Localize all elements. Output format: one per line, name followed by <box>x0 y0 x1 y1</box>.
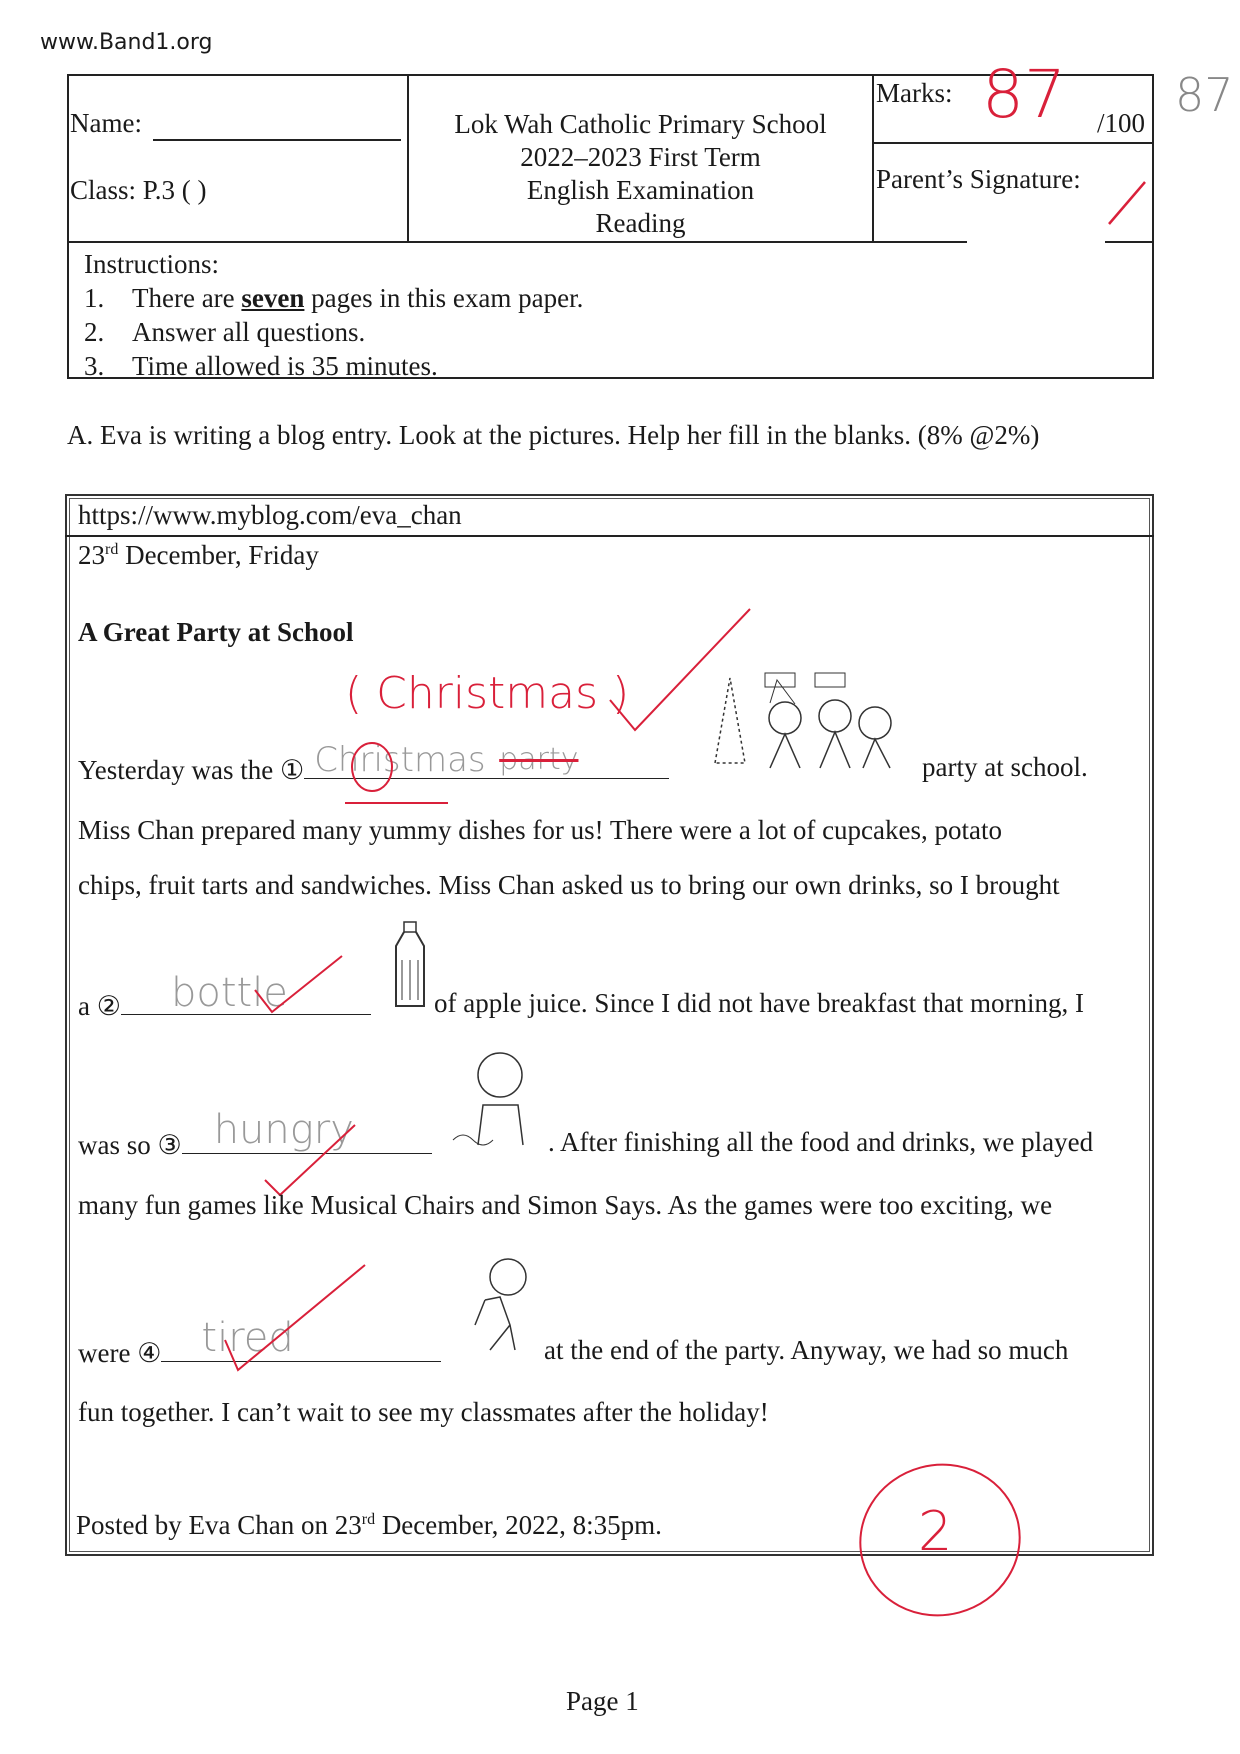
paper-name: Reading <box>595 208 686 238</box>
instruction-3: 3. Time allowed is 35 minutes. <box>84 351 438 381</box>
answer-2[interactable]: bottle <box>170 970 288 1016</box>
tired-boy-picture <box>460 1255 540 1355</box>
instruction-2: 2. Answer all questions. <box>84 317 366 347</box>
tick-mark-4 <box>220 1260 370 1380</box>
watermark: www.Band1.org <box>40 30 213 55</box>
blog-date: 23rd December, Friday <box>78 540 319 570</box>
blog-line-8: fun together. I can’t wait to see my classmates after the holiday! <box>78 1397 769 1427</box>
section-score: 2 <box>918 1500 953 1563</box>
blog-url: https://www.myblog.com/eva_chan <box>78 500 462 530</box>
class-label: Class: P.3 ( ) <box>70 175 207 205</box>
blog-line-3: chips, fruit tarts and sandwiches. Miss Chan asked us to bring our own drinks, so I brought <box>78 870 1060 900</box>
name-label: Name: <box>70 108 142 138</box>
instruction-1: 1. There are seven pages in this exam paper. <box>84 283 584 313</box>
instructions <box>84 247 583 383</box>
blog-line-1: Yesterday was the ① Christmas party <box>78 752 669 786</box>
term: 2022–2023 First Term <box>520 142 761 172</box>
blog-line-1-end: party at school. <box>922 752 1088 782</box>
name-field[interactable] <box>153 139 401 141</box>
blog-line-2: Miss Chan prepared many yummy dishes for us! There were a lot of cupcakes, potato <box>78 815 1002 845</box>
blog-line-7: were ④ tired <box>78 1335 441 1369</box>
marks-total: /100 <box>1097 108 1146 138</box>
blog-line-5-end: . After finishing all the food and drinks, we played <box>548 1127 1094 1157</box>
page-number: Page 1 <box>566 1686 639 1716</box>
blog-line-7-end: at the end of the party. Anyway, we had so much <box>544 1335 1069 1365</box>
blog-line-4: a ② bottle <box>78 988 371 1022</box>
exam-title-block <box>408 108 873 240</box>
marks-value: 87 <box>982 56 1066 133</box>
answer-4[interactable]: tired <box>201 1315 294 1361</box>
section-a-prompt: A. Eva is writing a blog entry. Look at the pictures. Help her fill in the blanks. (8% @2%) <box>67 420 1040 450</box>
correction-circle <box>340 735 450 810</box>
answer-1[interactable]: Christmas <box>314 740 486 780</box>
answer-3[interactable]: hungry <box>213 1107 354 1153</box>
blog-line-4-end: of apple juice. Since I did not have breakfast that morning, I <box>434 988 1085 1018</box>
bottle-picture <box>392 920 428 1010</box>
answer-1-crossed: party <box>499 742 579 777</box>
marks-label: Marks: <box>876 78 953 108</box>
instructions-title: Instructions: <box>84 249 219 279</box>
blog-line-5: was so ③ hungry <box>78 1127 432 1161</box>
parent-signature-mark <box>1105 178 1150 228</box>
marks-margin-note: 87 <box>1175 68 1234 122</box>
parent-signature-label: Parent’s Signature: <box>876 164 1081 194</box>
exam-name: English Examination <box>526 175 755 205</box>
teacher-correction: ( Christmas ) <box>345 668 630 719</box>
tick-mark-3 <box>260 1120 360 1200</box>
school-name: Lok Wah Catholic Primary School <box>454 109 827 139</box>
blog-line-6: many fun games like Musical Chairs and Simon Says. As the games were too exciting, we <box>78 1190 1053 1220</box>
hungry-boy-picture <box>448 1045 538 1155</box>
party-picture <box>705 668 920 778</box>
blog-posted-by: Posted by Eva Chan on 23rd December, 2022, 8:35pm. <box>76 1510 662 1540</box>
blog-title: A Great Party at School <box>78 617 354 647</box>
tick-mark-2 <box>250 950 345 1020</box>
